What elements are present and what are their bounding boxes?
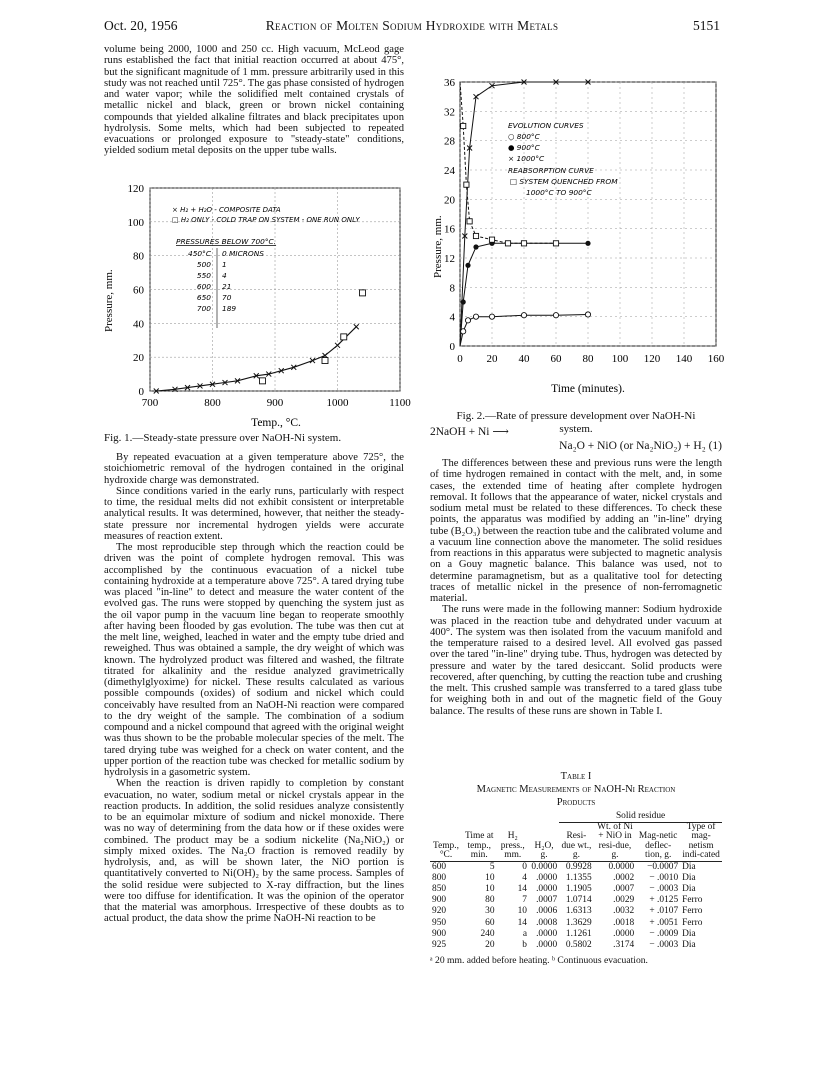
fig1-y-tick-label: 100	[127, 216, 144, 229]
fig2-legend-quenched-temps: 1000°C TO 900°C	[526, 188, 592, 197]
fig2-caption-line2: system.	[559, 423, 593, 435]
fig1-y-tick-label: 20	[133, 352, 144, 365]
header-date: Oct. 20, 1956	[104, 18, 178, 33]
table-1	[430, 770, 722, 966]
table-cell: 600	[432, 861, 447, 872]
table-cell: 850	[432, 883, 447, 894]
table-cell: 7	[522, 895, 527, 906]
fig1-inset-pressure: 189	[222, 304, 237, 313]
fig2-point-800	[521, 313, 526, 318]
table-cell: + .0125	[649, 895, 679, 906]
table-cell: + .0107	[649, 906, 679, 917]
table-cell: + .0051	[649, 917, 679, 928]
header-title: Reaction of Molten Sodium Hydroxide with Metals	[265, 18, 559, 33]
fig1-inset-temp: 600	[196, 282, 211, 291]
fig2-x-tick-label: 60	[550, 353, 562, 365]
fig2-point-quenched	[473, 233, 478, 238]
table-cell: 0.0000	[531, 861, 558, 872]
fig1-y-tick-label: 0	[138, 386, 144, 398]
fig2-y-tick-label: 24	[444, 165, 455, 177]
fig2-point-quenched	[461, 123, 466, 128]
table-cell: 0	[522, 861, 527, 872]
magnetic-measurements-table	[430, 812, 722, 951]
fig2-point-quenched	[467, 219, 472, 224]
fig2-point-800	[553, 313, 558, 318]
header-page-number: 5151	[693, 18, 720, 33]
fig2-point-800	[585, 312, 590, 317]
table-column-header: H₂ press., mm.	[497, 822, 529, 861]
table-cell: 900	[432, 895, 447, 906]
table-cell: .0006	[536, 906, 558, 917]
table-row	[430, 940, 722, 951]
table-footnote: ᵃ 20 mm. added before heating. ᵇ Continuous evacuation.	[430, 955, 648, 967]
fig2-point-800	[465, 318, 470, 323]
table-cell: 1.1261	[565, 928, 592, 939]
fig1-x-tick-label: 900	[266, 397, 284, 409]
fig2-point-900	[461, 299, 466, 304]
left-column-bottom	[104, 452, 404, 925]
table-cell: 60	[485, 917, 495, 928]
fig2-point-quenched	[521, 241, 526, 246]
fig2-y-tick-label: 0	[449, 341, 455, 353]
table-cell: Ferro	[682, 906, 703, 917]
table-cell: 10	[485, 883, 495, 894]
table-cell: 80	[485, 895, 495, 906]
fig1-inset-pressure: 4	[222, 271, 227, 280]
table-cell: 1.1355	[565, 872, 592, 883]
table-cell: 925	[432, 939, 447, 950]
fig2-y-tick-label: 28	[444, 135, 455, 148]
table-cell: Ferro	[682, 895, 703, 906]
fig2-x-axis-label: Time (minutes).	[551, 383, 625, 395]
paragraph: The most reproducible step through which the reaction could be driven was the point of complete hydrogen removal. This was accomplished by the continuous evacuation of a nickel tube containing hydroxide at a temperature above 725°. A tared drying tube was placed "in-line" to detect and measure the water content of the evolved gas. The runs were stopped by quenching the system just as the oil vapor pump in the vacuum line began to reoperate smoothly after having been flooded by gas evolution. The tube was then cut at the melt line, weighed, leached in water and the empty tube dried and reweighed. Thus was obtained a sample, the dry weight of which was known. The hydrolyzed product was filtered and washed, the filtrate titrated for alkalinity and the residue analyzed gravimetrically (dimethylglyoxime) for nickel. These results calculated as various possible compounds (oxides) of sodium and nickel which could conceivably have resulted from an NaOH-Ni reaction were compared to the dry weight of the sample. The combination of a sodium compound and a nickel compound that agreed with the original weight was thus shown to be the probable molecular species of the melt. The tared drying tube was weighed for a check on water content, and the upper portion of the reaction tube was checked for metallic sodium by hydrolysis in a gasometric system.	[104, 542, 404, 778]
fig1-x-tick-label: 700	[141, 397, 159, 409]
fig1-point-h2-only	[260, 378, 266, 384]
fig2-point-800	[461, 329, 466, 334]
table-cell: Dia	[682, 939, 696, 950]
fig1-y-tick-label: 80	[133, 250, 144, 263]
table-cell: − .0003	[649, 883, 679, 894]
solid-residue-group-header: Solid residue	[559, 812, 722, 822]
table-cell: b	[522, 939, 527, 950]
fig1-y-tick-label: 120	[127, 183, 144, 195]
fig2-caption-line1: Fig. 2.—Rate of pressure development over NaOH-Ni	[456, 410, 696, 422]
fig1-inset-temp: 450°C	[188, 249, 211, 258]
table-cell: 0.9928	[565, 861, 592, 872]
fig2-y-tick-label: 16	[444, 223, 455, 236]
fig2-legend-title: EVOLUTION CURVES	[508, 121, 584, 130]
table-cell: 0.5802	[565, 939, 592, 950]
table-cell: 20	[485, 939, 495, 950]
table-cell: Dia	[682, 872, 696, 883]
table-cell: .0032	[613, 906, 635, 917]
table-cell: .0000	[536, 928, 558, 939]
fig2-y-tick-label: 8	[449, 282, 455, 295]
fig2-y-tick-label: 20	[444, 194, 455, 207]
equation-lhs: 2NaOH + Ni ⟶	[430, 426, 509, 438]
table-row	[430, 906, 722, 917]
fig1-inset-temp: 650	[196, 293, 211, 302]
fig2-point-quenched	[505, 241, 510, 246]
table-cell: Ferro	[682, 917, 703, 928]
table-cell: Dia	[682, 861, 696, 872]
fig1-point-h2-only	[341, 334, 347, 340]
fig2-y-tick-label: 4	[449, 311, 455, 324]
table-cell: 1.1905	[565, 883, 592, 894]
fig1-y-tick-label: 60	[133, 284, 144, 297]
figure-2-chart	[430, 77, 725, 408]
fig2-y-axis-label: Pressure, mm.	[432, 215, 444, 278]
figure-1-caption: Fig. 1.—Steady-state pressure over NaOH-Ni system.	[104, 432, 342, 444]
table-cell: .0000	[536, 939, 558, 950]
table-column-header: H₂O, g.	[529, 822, 559, 861]
table-cell: .0029	[613, 895, 635, 906]
table-cell: 1.0714	[565, 895, 592, 906]
fig1-x-axis-label: Temp., °C.	[251, 417, 301, 429]
fig2-x-tick-label: 20	[486, 353, 498, 365]
table-cell: .3174	[613, 939, 635, 950]
fig2-legend-reabsorption: REABSORPTION CURVE	[508, 166, 594, 175]
left-column-top	[104, 44, 404, 157]
paragraph: The runs were made in the following manner: Sodium hydroxide was placed in the reaction tube and dehydrated under vacuum at 400°. The system was then isolated from the vacuum manifold and the temperature raised to a desired level. All evolved gas passed over the tared "in-line" drying tube. Thus, hydrogen was detected by pressure and water by the tared desiccant. Solid products were recovered, after quenching, by cutting the reaction tube and crushing the melt. This crushed sample was transferred to a tared glass tube for weighing both in and out of the magnetic field of the Gouy balance. The results of these runs are shown in Table I.	[430, 604, 722, 717]
table-row	[430, 861, 722, 873]
fig1-point-composite	[335, 343, 340, 348]
table-cell: 4	[522, 872, 527, 883]
table-title: Table I	[560, 771, 592, 782]
table-cell: .0007	[613, 883, 635, 894]
table-column-header: Time at temp., min.	[462, 822, 497, 861]
fig2-series-line	[460, 315, 588, 347]
fig1-y-tick-label: 40	[133, 318, 144, 331]
table-column-header: Resi-due wt., g.	[559, 822, 594, 861]
page-header	[104, 18, 720, 36]
fig1-point-h2-only	[360, 290, 366, 296]
table-cell: 10	[517, 906, 527, 917]
table-column-header: Temp., °C.	[430, 822, 462, 861]
table-cell: 240	[480, 928, 495, 939]
table-cell: 30	[485, 906, 495, 917]
right-column-text	[430, 458, 722, 717]
figure-1-chart	[104, 184, 414, 430]
fig2-x-tick-label: 100	[611, 353, 629, 365]
fig1-y-axis-label: Pressure, mm.	[103, 269, 115, 332]
table-cell: 900	[432, 928, 447, 939]
table-cell: Dia	[682, 928, 696, 939]
table-cell: 5	[489, 861, 495, 872]
table-column-header: Wt. of Ni + NiO in resi-due, g.	[594, 822, 637, 861]
paragraph: The differences between these and previous runs were the length of time hydrogen remained in contact with the melt, and, in some cases, the extended time of heating after complete hydrogen removal. It follows that the appearance of water, nickel crystals and sodium metal must be related to these differences. To check these points, the apparatus was modified by adding an "in-line" drying tube (B₂O₃) between the reaction tube and the calibrated volume and a vacuum line connection above the manometer. The solid residues from reactions in this apparatus were subjected to magnetic analysis on a Gouy magnetic balance. This balance was used, not to determine paramagnetism, but as a qualitative tool for detecting traces of metallic nickel in the presence of non-ferromagnetic material.	[430, 458, 722, 604]
fig1-x-tick-label: 1100	[389, 397, 411, 409]
fig2-x-tick-label: 0	[457, 353, 463, 365]
table-subtitle-line2: Products	[556, 797, 596, 808]
table-cell: 10	[485, 872, 495, 883]
table-cell: − .0010	[649, 872, 679, 883]
fig2-x-tick-label: 140	[675, 353, 693, 365]
fig2-point-900	[585, 241, 590, 246]
fig1-x-tick-label: 800	[204, 397, 221, 409]
fig2-point-900	[473, 244, 478, 249]
table-column-header: Mag-netic deflec-tion, g.	[636, 822, 680, 861]
table-cell: .0008	[536, 917, 558, 928]
fig2-x-tick-label: 80	[582, 353, 594, 365]
fig1-point-h2-only	[322, 358, 328, 364]
paragraph: By repeated evacuation at a given temperature above 725°, the stoichiometric removal of the hydrogen contained in the original hydroxide charge was demonstrated.	[104, 452, 404, 486]
paragraph: When the reaction is driven rapidly to completion by constant evacuation, no water, sodium metal or nickel crystals appear in the reaction products. In addition, the solid residues analyze consistently to be an equimolar mixture of sodium and nickel monoxide. There was no way of determining from the data how or if these oxides were combined. The product may be a sodium nickelite (Na₂NiO₂) or simply mixed oxides. The Na₂O fraction is removed readily by hydrolysis, and, as will be shown later, the NiO portion is quantitatively converted to Ni(OH)₂ by the same process. Samples of the solid residue were subjected to X-ray diffraction, but the lines were too diffuse for identification. It was the opinion of the operator that the material was amorphous. Irrespective of these doubts as to actual product, the data show the prime NaOH-Ni reaction to be	[104, 778, 404, 925]
fig1-legend-composite: × H₂ + H₂O - COMPOSITE DATA	[172, 206, 281, 214]
fig1-inset-temp: 550	[196, 271, 211, 280]
fig2-x-tick-label: 120	[643, 353, 661, 365]
table-cell: 800	[432, 872, 447, 883]
table-cell: a	[522, 928, 527, 939]
fig2-y-tick-label: 32	[444, 106, 455, 119]
paragraph: volume being 2000, 1000 and 250 cc. High vacuum, McLeod gage runs established the fact that initial reaction occurred at about 475°, but the significant magnitude of 1 mm. pressure arbitrarily used in this study was not reached until 725°. The gas phase consisted of hydrogen and water vapor; while the solidified melt contained crystals of metallic nickel and black, green or brown nickel containing compounds that yielded alkaline filtrates and black precipitates upon hydrolysis. Some melts, which had been subjected to repeated evacuations or prolonged exposure to "steady-state" conditions, yielded sodium metal deposits on the upper tube walls.	[104, 44, 405, 157]
table-cell: .0000	[613, 928, 635, 939]
table-cell: 14	[517, 917, 527, 928]
table-cell: 950	[432, 917, 447, 928]
table-cell: .0000	[536, 883, 558, 894]
fig1-inset-temp: 500	[196, 260, 211, 269]
table-subtitle-line1: Magnetic Measurements of NaOH-Ni Reaction	[476, 784, 676, 795]
table-column-header: Type of mag-netism indi-cated	[680, 822, 722, 861]
fig1-inset-pressure: 70	[222, 293, 232, 302]
table-cell: .0007	[536, 895, 558, 906]
fig2-point-900	[465, 263, 470, 268]
fig2-legend-1000: × 1000°C	[508, 154, 545, 163]
equation-rhs: Na₂O + NiO (or Na₂NiO₂) + H₂ (1)	[559, 440, 722, 452]
table-cell: − .0003	[649, 939, 679, 950]
fig1-inset-pressure: 1	[222, 260, 227, 269]
fig2-point-800	[489, 314, 494, 319]
fig1-inset-pressure: 21	[222, 282, 232, 291]
table-row	[430, 873, 722, 884]
table-row	[430, 929, 722, 940]
fig1-inset-title: PRESSURES BELOW 700°C.	[176, 237, 277, 246]
table-cell: Dia	[682, 883, 696, 894]
fig1-legend-h2-only: □ H₂ ONLY - COLD TRAP ON SYSTEM - ONE RUN ONLY	[172, 216, 360, 224]
fig2-point-quenched	[489, 237, 494, 242]
fig2-legend-800: ○ 800°C	[508, 132, 540, 141]
table-cell: − .0009	[649, 928, 679, 939]
table-row	[430, 895, 722, 906]
fig2-legend-quenched: □ SYSTEM QUENCHED FROM	[510, 177, 618, 186]
fig2-x-tick-label: 40	[518, 353, 530, 365]
fig2-y-tick-label: 36	[444, 77, 455, 89]
fig2-point-quenched	[553, 241, 558, 246]
fig2-point-800	[473, 314, 478, 319]
table-cell: .0000	[536, 872, 558, 883]
fig1-inset-temp: 700	[196, 304, 211, 313]
fig1-x-tick-label: 1000	[326, 397, 349, 409]
fig2-y-tick-label: 12	[444, 253, 455, 265]
table-cell: 1.6313	[565, 906, 592, 917]
table-cell: 1.3629	[565, 917, 592, 928]
table-row	[430, 884, 722, 895]
fig1-point-composite	[354, 324, 359, 329]
fig2-point-quenched	[464, 182, 469, 187]
table-cell: −0.0007	[647, 861, 679, 872]
fig1-point-composite	[310, 358, 315, 363]
table-cell: 920	[432, 906, 447, 917]
fig2-legend-900: ● 900°C	[508, 143, 540, 152]
fig2-x-tick-label: 160	[707, 353, 725, 365]
table-cell: .0018	[613, 917, 635, 928]
fig1-inset-pressure: 0 MICRONS	[222, 249, 264, 258]
table-cell: .0002	[613, 872, 635, 883]
table-cell: 14	[517, 883, 527, 894]
table-row	[430, 918, 722, 929]
table-subtitle	[430, 783, 722, 809]
table-cell: 0.0000	[608, 861, 635, 872]
paragraph: Since conditions varied in the early runs, particularly with respect to time, the residual melts did not exhibit consistent or interpretable analytical results. It was determined, however, that neither the steady-state pressure nor incremental hydrogen yields were accurate measures of reaction extent.	[104, 485, 404, 542]
